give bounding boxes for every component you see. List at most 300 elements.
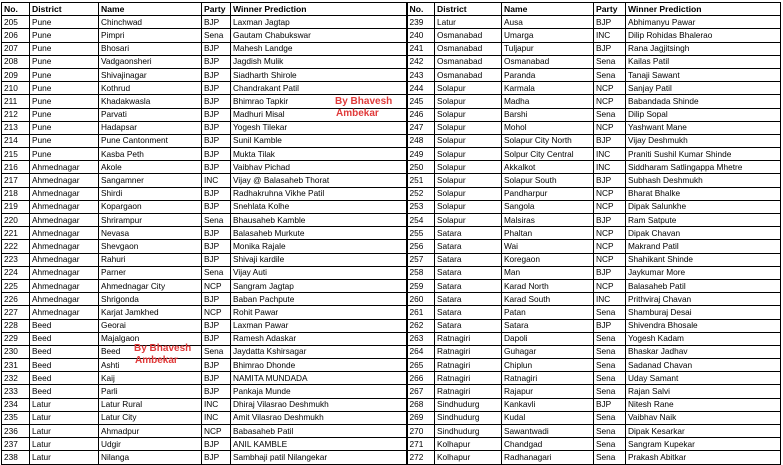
cell-name: Shirdi [99,187,202,200]
cell-winner: Praniti Sushil Kumar Shinde [626,148,781,161]
cell-name: Sangola [502,200,594,213]
cell-district: Ahmednagar [30,306,99,319]
cell-district: Osmanabad [435,55,502,68]
table-row [2,214,781,227]
cell-district: Pune [30,16,99,29]
cell-winner: Dilip Rohidas Bhalerao [626,29,781,42]
cell-no: 209 [2,68,30,81]
cell-party: NCP [594,227,626,240]
cell-party: NCP [202,306,231,319]
cell-no: 208 [2,55,30,68]
header-district-right: District [435,3,502,16]
cell-no: 260 [407,293,435,306]
cell-no: 251 [407,174,435,187]
cell-name: Solapur City North [502,134,594,147]
table-row [2,16,781,29]
table-row [2,279,781,292]
cell-party: BJP [202,359,231,372]
cell-no: 244 [407,82,435,95]
cell-no: 234 [2,398,30,411]
cell-name: Kothrud [99,82,202,95]
cell-winner: Yogesh Kadam [626,332,781,345]
cell-party: Sena [594,411,626,424]
cell-no: 230 [2,345,30,358]
cell-name: Pandharpur [502,187,594,200]
cell-winner: Babasaheb Patil [231,425,407,438]
cell-party: BJP [202,227,231,240]
table-row [2,148,781,161]
table-row [2,398,781,411]
cell-no: 249 [407,148,435,161]
cell-no: 228 [2,319,30,332]
header-party: Party [202,3,231,16]
cell-winner: Mukta Tilak [231,148,407,161]
cell-party: BJP [202,438,231,451]
table-row [2,29,781,42]
cell-name: Kankavli [502,398,594,411]
cell-winner: Sunil Kamble [231,134,407,147]
cell-no: 258 [407,266,435,279]
cell-no: 255 [407,227,435,240]
header-winner: Winner Prediction [231,3,407,16]
table-row [2,451,781,464]
cell-party: BJP [202,200,231,213]
cell-no: 268 [407,398,435,411]
cell-district: Ahmednagar [30,240,99,253]
table-row [2,55,781,68]
cell-winner: Amit Vilasrao Deshmukh [231,411,407,424]
cell-no: 233 [2,385,30,398]
cell-party: Sena [594,55,626,68]
header-winner-right: Winner Prediction [626,3,781,16]
cell-winner: Rohit Pawar [231,306,407,319]
cell-district: Solapur [435,161,502,174]
cell-name: Latur City [99,411,202,424]
cell-name: Phaltan [502,227,594,240]
cell-no: 248 [407,134,435,147]
cell-party: Sena [594,306,626,319]
cell-no: 218 [2,187,30,200]
watermark-top-line1: By Bhavesh [335,96,393,107]
cell-name: Majalgaon [99,332,202,345]
cell-district: Latur [30,451,99,464]
cell-winner: Vijay @ Balasaheb Thorat [231,174,407,187]
cell-no: 211 [2,95,30,108]
cell-no: 266 [407,372,435,385]
cell-name: Shevgaon [99,240,202,253]
cell-party: BJP [202,42,231,55]
cell-winner: Dipak Chavan [626,227,781,240]
cell-district: Satara [435,279,502,292]
cell-name: Shrigonda [99,293,202,306]
cell-party: BJP [594,266,626,279]
cell-district: Beed [30,372,99,385]
cell-name: Paranda [502,68,594,81]
cell-name: Shivajinagar [99,68,202,81]
cell-name: Karad South [502,293,594,306]
cell-no: 250 [407,161,435,174]
cell-winner: Monika Rajale [231,240,407,253]
cell-district: Pune [30,82,99,95]
cell-no: 243 [407,68,435,81]
cell-winner: Sangram Kupekar [626,438,781,451]
cell-party: BJP [594,16,626,29]
cell-party: INC [202,411,231,424]
header-row [2,3,781,16]
cell-winner: Prakash Abitkar [626,451,781,464]
cell-party: NCP [594,121,626,134]
cell-party: NCP [594,253,626,266]
cell-winner: Siddharam Satlingappa Mhetre [626,161,781,174]
cell-no: 221 [2,227,30,240]
cell-name: Man [502,266,594,279]
cell-district: Beed [30,332,99,345]
cell-name: Patan [502,306,594,319]
cell-district: Ahmednagar [30,174,99,187]
cell-district: Ahmednagar [30,293,99,306]
cell-name: Radhanagari [502,451,594,464]
cell-no: 238 [2,451,30,464]
cell-no: 232 [2,372,30,385]
cell-party: BJP [594,42,626,55]
cell-district: Solapur [435,121,502,134]
table-row [2,438,781,451]
cell-district: Satara [435,266,502,279]
cell-no: 216 [2,161,30,174]
cell-party: BJP [594,134,626,147]
table-row [2,161,781,174]
cell-winner: Laxman Jagtap [231,16,407,29]
table-body [2,16,781,464]
cell-winner: Radhakruhna Vikhe Patil [231,187,407,200]
cell-no: 240 [407,29,435,42]
cell-winner: Siadharth Shirole [231,68,407,81]
cell-district: Solapur [435,174,502,187]
cell-district: Latur [30,438,99,451]
cell-name: Karmala [502,82,594,95]
cell-winner: Dilip Sopal [626,108,781,121]
cell-party: Sena [594,359,626,372]
cell-name: Malsiras [502,214,594,227]
cell-name: Karad North [502,279,594,292]
cell-party: NCP [594,240,626,253]
cell-winner: Chandrakant Patil [231,82,407,95]
cell-winner: Vijay Deshmukh [626,134,781,147]
cell-no: 214 [2,134,30,147]
cell-winner: Subhash Deshmukh [626,174,781,187]
cell-district: Latur [30,398,99,411]
cell-winner: Uday Samant [626,372,781,385]
cell-party: INC [202,174,231,187]
cell-no: 205 [2,16,30,29]
cell-name: Ausa [502,16,594,29]
cell-no: 253 [407,200,435,213]
cell-party: BJP [202,319,231,332]
cell-no: 213 [2,121,30,134]
cell-winner: NAMITA MUNDADA [231,372,407,385]
cell-party: INC [594,29,626,42]
cell-winner: Sambhaji patil Nilangekar [231,451,407,464]
cell-district: Ahmednagar [30,279,99,292]
cell-name: Akole [99,161,202,174]
header-name: Name [99,3,202,16]
cell-no: 263 [407,332,435,345]
table-row [2,319,781,332]
cell-winner: Yashwant Mane [626,121,781,134]
table-row [2,68,781,81]
cell-district: Satara [435,319,502,332]
cell-party: BJP [202,187,231,200]
table-row [2,42,781,55]
cell-district: Satara [435,293,502,306]
cell-party: Sena [594,332,626,345]
cell-district: Ratnagiri [435,332,502,345]
cell-no: 271 [407,438,435,451]
cell-district: Ahmednagar [30,187,99,200]
cell-party: BJP [594,398,626,411]
cell-name: Chandgad [502,438,594,451]
header-no-right: No. [407,3,435,16]
cell-winner: Bharat Bhalke [626,187,781,200]
cell-no: 269 [407,411,435,424]
cell-district: Ahmednagar [30,266,99,279]
cell-district: Ahmednagar [30,227,99,240]
cell-party: NCP [594,82,626,95]
table-row [2,385,781,398]
cell-district: Ratnagiri [435,359,502,372]
cell-party: BJP [202,161,231,174]
cell-no: 257 [407,253,435,266]
cell-district: Solapur [435,82,502,95]
cell-no: 262 [407,319,435,332]
cell-winner: Sanjay Patil [626,82,781,95]
cell-party: Sena [594,372,626,385]
cell-district: Solapur [435,108,502,121]
cell-party: NCP [594,279,626,292]
table-row [2,82,781,95]
cell-name: Wai [502,240,594,253]
header-name-right: Name [502,3,594,16]
cell-no: 212 [2,108,30,121]
cell-party: Sena [202,214,231,227]
cell-winner: Rana Jagjitsingh [626,42,781,55]
cell-party: Sena [594,451,626,464]
cell-party: BJP [202,108,231,121]
cell-party: BJP [594,174,626,187]
cell-district: Pune [30,42,99,55]
cell-winner: Bhaskar Jadhav [626,345,781,358]
cell-name: Beed [99,345,202,358]
cell-district: Beed [30,345,99,358]
cell-winner: Mahesh Landge [231,42,407,55]
cell-no: 206 [2,29,30,42]
table-row [2,345,781,358]
cell-party: BJP [202,253,231,266]
cell-name: Georai [99,319,202,332]
cell-name: Parvati [99,108,202,121]
cell-name: Barshi [502,108,594,121]
cell-district: Solapur [435,95,502,108]
cell-name: Sangamner [99,174,202,187]
cell-name: Kaij [99,372,202,385]
cell-winner: Pankaja Munde [231,385,407,398]
table-row [2,134,781,147]
cell-no: 229 [2,332,30,345]
cell-party: Sena [594,385,626,398]
cell-district: Pune [30,134,99,147]
cell-party: BJP [202,16,231,29]
cell-party: Sena [594,108,626,121]
cell-winner: Prithviraj Chavan [626,293,781,306]
cell-district: Latur [435,16,502,29]
cell-name: Khadakwasla [99,95,202,108]
cell-party: BJP [202,82,231,95]
table-row [2,359,781,372]
cell-name: Nilanga [99,451,202,464]
cell-name: Solpur City Central [502,148,594,161]
cell-district: Solapur [435,134,502,147]
cell-winner: Nitesh Rane [626,398,781,411]
cell-name: Ashti [99,359,202,372]
cell-winner: Shivaji kardile [231,253,407,266]
cell-winner: Babandada Shinde [626,95,781,108]
cell-no: 247 [407,121,435,134]
cell-district: Kolhapur [435,438,502,451]
watermark-bottom [134,343,191,367]
cell-name: Guhagar [502,345,594,358]
cell-no: 261 [407,306,435,319]
cell-party: BJP [202,372,231,385]
cell-no: 256 [407,240,435,253]
cell-no: 264 [407,345,435,358]
watermark-top-line2: Ambekar [336,108,379,119]
cell-no: 246 [407,108,435,121]
cell-winner: Balasaheb Murkute [231,227,407,240]
table-row [2,200,781,213]
cell-party: BJP [202,134,231,147]
cell-district: Sindhudurg [435,398,502,411]
cell-district: Solapur [435,214,502,227]
cell-party: INC [594,148,626,161]
table-row [2,253,781,266]
cell-district: Ratnagiri [435,372,502,385]
cell-no: 225 [2,279,30,292]
cell-district: Ahmednagar [30,214,99,227]
cell-winner: Shivendra Bhosale [626,319,781,332]
cell-no: 241 [407,42,435,55]
cell-no: 267 [407,385,435,398]
table-row [2,332,781,345]
cell-no: 219 [2,200,30,213]
cell-party: NCP [594,95,626,108]
cell-no: 239 [407,16,435,29]
cell-district: Sindhudurg [435,411,502,424]
cell-winner: Jaydatta Kshirsagar [231,345,407,358]
cell-name: Hadapsar [99,121,202,134]
cell-winner: Balasaheb Patil [626,279,781,292]
cell-district: Satara [435,240,502,253]
cell-name: Tuljapur [502,42,594,55]
cell-winner: Dipak Salunkhe [626,200,781,213]
cell-district: Satara [435,253,502,266]
cell-name: Osmanabad [502,55,594,68]
cell-name: Ahmadpur [99,425,202,438]
cell-name: Shrirampur [99,214,202,227]
cell-winner: Sadanad Chavan [626,359,781,372]
watermark-bottom-line1: By Bhavesh [134,343,192,354]
cell-district: Latur [30,425,99,438]
cell-name: Latur Rural [99,398,202,411]
cell-no: 265 [407,359,435,372]
cell-name: Parner [99,266,202,279]
table-row [2,372,781,385]
cell-winner: Madhuri Misal [231,108,407,121]
cell-district: Pune [30,121,99,134]
cell-district: Pune [30,95,99,108]
cell-winner: Laxman Pawar [231,319,407,332]
cell-district: Beed [30,359,99,372]
cell-party: Sena [594,425,626,438]
cell-no: 222 [2,240,30,253]
cell-winner: ANIL KAMBLE [231,438,407,451]
cell-party: BJP [202,385,231,398]
cell-name: Chiplun [502,359,594,372]
cell-winner: Kailas Patil [626,55,781,68]
cell-winner: Bhimrao Dhonde [231,359,407,372]
cell-name: Mohol [502,121,594,134]
cell-district: Kolhapur [435,451,502,464]
header-party-right: Party [594,3,626,16]
cell-name: Kudal [502,411,594,424]
cell-no: 270 [407,425,435,438]
table-row [2,293,781,306]
cell-no: 235 [2,411,30,424]
cell-district: Osmanabad [435,42,502,55]
cell-party: Sena [594,438,626,451]
cell-no: 223 [2,253,30,266]
cell-party: Sena [594,345,626,358]
cell-party: BJP [594,319,626,332]
cell-no: 224 [2,266,30,279]
cell-winner: Vaibhav Pichad [231,161,407,174]
cell-district: Ahmednagar [30,200,99,213]
cell-district: Pune [30,29,99,42]
cell-winner: Yogesh Tilekar [231,121,407,134]
cell-no: 220 [2,214,30,227]
cell-name: Dapoli [502,332,594,345]
cell-winner: Abhimanyu Pawar [626,16,781,29]
cell-district: Solapur [435,148,502,161]
cell-party: NCP [594,187,626,200]
cell-district: Osmanabad [435,29,502,42]
cell-party: BJP [202,121,231,134]
cell-no: 237 [2,438,30,451]
cell-no: 217 [2,174,30,187]
watermark-top [335,96,392,120]
cell-no: 226 [2,293,30,306]
cell-district: Beed [30,319,99,332]
cell-name: Umarga [502,29,594,42]
cell-winner: Dhiraj Vilasrao Deshmukh [231,398,407,411]
cell-no: 207 [2,42,30,55]
watermark-bottom-line2: Ambekar [135,355,178,366]
table-row [2,240,781,253]
cell-party: INC [594,161,626,174]
cell-winner: Jaykumar More [626,266,781,279]
cell-district: Ahmednagar [30,161,99,174]
cell-no: 245 [407,95,435,108]
cell-party: BJP [202,293,231,306]
